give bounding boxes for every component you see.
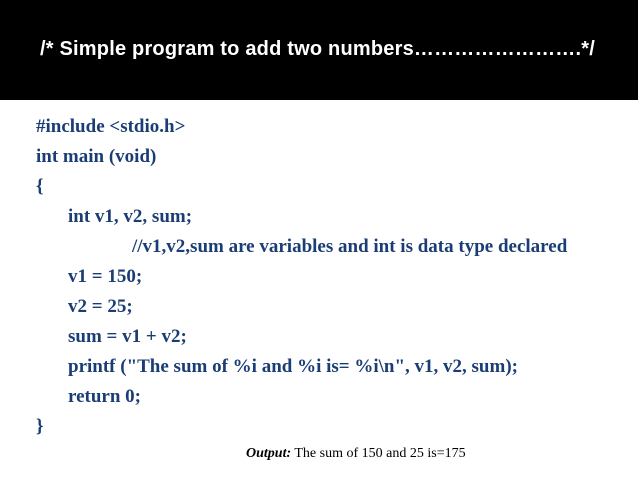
code-line: printf ("The sum of %i and %i is= %i\n", v1, v2, sum); — [68, 356, 518, 377]
title-bar — [0, 0, 638, 100]
code-line: return 0; — [68, 386, 141, 407]
code-line: } — [36, 416, 44, 437]
code-block — [36, 112, 636, 442]
code-line: #include <stdio.h> — [36, 116, 186, 137]
code-line: { — [36, 176, 44, 197]
code-line: int v1, v2, sum; — [68, 206, 193, 227]
code-line: v1 = 150; — [68, 266, 143, 287]
code-line: sum = v1 + v2; — [68, 326, 187, 347]
code-comment: //v1,v2,sum are variables and int is data type declared — [132, 236, 568, 257]
output-text: The sum of 150 and 25 is=175 — [291, 446, 466, 461]
code-line: int main (void) — [36, 146, 157, 167]
output-caption — [246, 446, 466, 462]
output-label: Output: — [246, 446, 292, 461]
code-line: v2 = 25; — [68, 296, 133, 317]
slide-title: /* Simple program to add two numbers…………………….*/ — [40, 38, 596, 60]
